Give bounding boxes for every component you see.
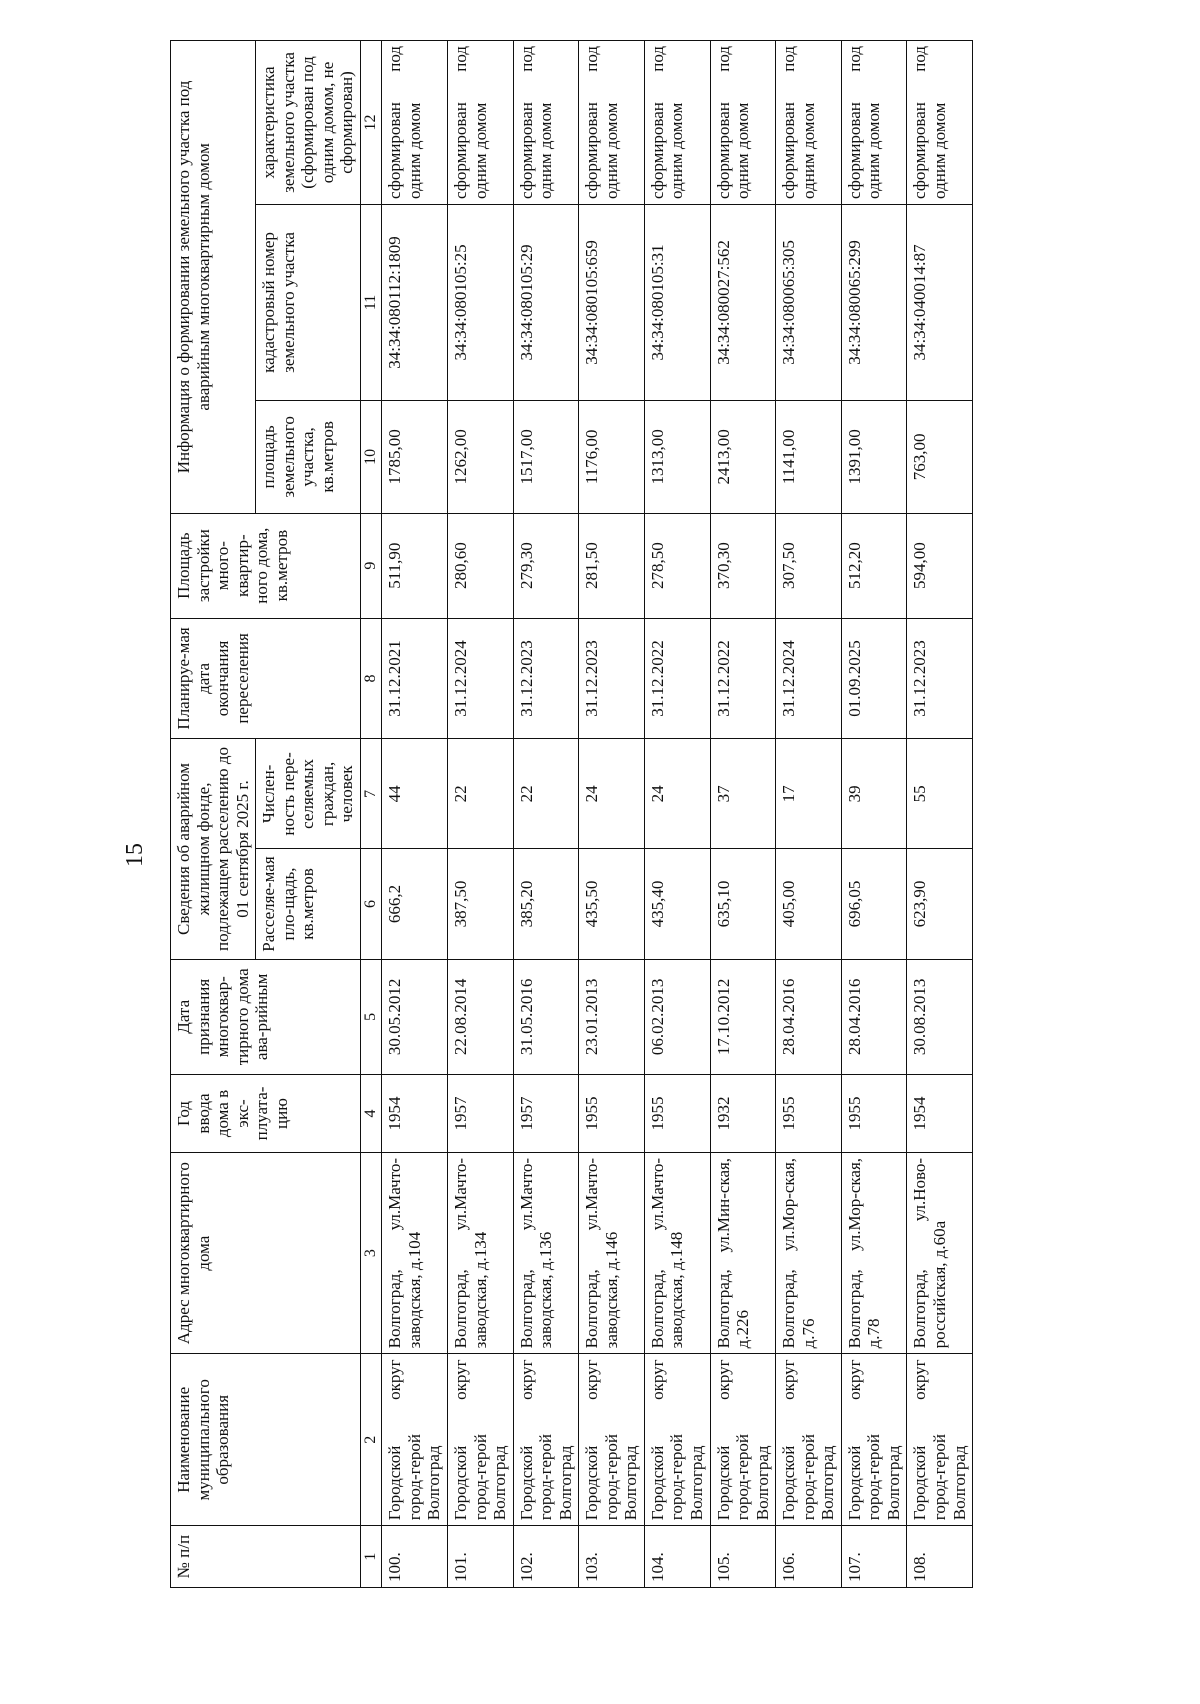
building-area-cell: 594,00 xyxy=(907,513,973,618)
resettled-area-cell: 666,2 xyxy=(382,849,448,959)
header-municipality: Наименование муниципального образования xyxy=(171,1354,361,1526)
resettled-people-cell: 24 xyxy=(579,739,645,849)
resettled-people-cell: 17 xyxy=(776,739,842,849)
cadastral-number-cell: 34:34:040014:87 xyxy=(907,204,973,400)
resettled-people-cell: 44 xyxy=(382,739,448,849)
header-planned-date: Планируе-мая дата окончания переселения xyxy=(171,618,361,739)
building-area-cell: 280,60 xyxy=(447,513,513,618)
cadastral-number-cell: 34:34:080105:31 xyxy=(644,204,710,400)
cadastral-number-cell: 34:34:080112:1809 xyxy=(382,204,448,400)
row-number: 104. xyxy=(644,1526,710,1588)
cadastral-number-cell: 34:34:080105:25 xyxy=(447,204,513,400)
address-cell: Волгоград, ул.Ново-российская, д.60а xyxy=(907,1152,973,1353)
recognition-date-cell: 06.02.2013 xyxy=(644,959,710,1074)
municipality-cell: Городской округ город-герой Волгоград xyxy=(841,1354,907,1526)
header-building-area: Площадь застройки много-квартир-ного дома, кв.метров xyxy=(171,513,361,618)
table-row xyxy=(776,41,842,1588)
row-number: 108. xyxy=(907,1526,973,1588)
municipality-cell: Городской округ город-герой Волгоград xyxy=(776,1354,842,1526)
emergency-housing-table xyxy=(170,40,973,1588)
municipality-cell: Городской округ город-герой Волгоград xyxy=(382,1354,448,1526)
cadastral-number-cell: 34:34:080105:29 xyxy=(513,204,579,400)
table-row xyxy=(447,41,513,1588)
year-cell: 1955 xyxy=(644,1075,710,1153)
row-number: 106. xyxy=(776,1526,842,1588)
land-characteristic-cell: сформирован под одним домом xyxy=(382,41,448,205)
column-number: 11 xyxy=(360,204,381,400)
column-number: 8 xyxy=(360,618,381,739)
land-area-cell: 1313,00 xyxy=(644,400,710,513)
land-characteristic-cell: сформирован под одним домом xyxy=(907,41,973,205)
header-recognition-date: Дата признания многоквар-тирного дома ава-рийным xyxy=(171,959,361,1074)
land-area-cell: 1176,00 xyxy=(579,400,645,513)
address-cell: Волгоград, ул.Мор-ская, д.78 xyxy=(841,1152,907,1353)
planned-date-cell: 31.12.2023 xyxy=(579,618,645,739)
column-number: 4 xyxy=(360,1075,381,1153)
resettled-people-cell: 55 xyxy=(907,739,973,849)
cadastral-number-cell: 34:34:080105:659 xyxy=(579,204,645,400)
land-area-cell: 763,00 xyxy=(907,400,973,513)
table-row xyxy=(710,41,776,1588)
land-area-cell: 1785,00 xyxy=(382,400,448,513)
municipality-cell: Городской округ город-герой Волгоград xyxy=(579,1354,645,1526)
table-body xyxy=(382,41,973,1588)
year-cell: 1955 xyxy=(841,1075,907,1153)
year-cell: 1955 xyxy=(776,1075,842,1153)
resettled-area-cell: 385,20 xyxy=(513,849,579,959)
header-resettled-people: Числен-ность пере-селяемых граждан, человек xyxy=(256,739,361,849)
column-number: 2 xyxy=(360,1354,381,1526)
column-number: 7 xyxy=(360,739,381,849)
land-characteristic-cell: сформирован под одним домом xyxy=(513,41,579,205)
recognition-date-cell: 23.01.2013 xyxy=(579,959,645,1074)
building-area-cell: 511,90 xyxy=(382,513,448,618)
resettled-area-cell: 435,50 xyxy=(579,849,645,959)
row-number: 101. xyxy=(447,1526,513,1588)
table-row xyxy=(579,41,645,1588)
land-area-cell: 1262,00 xyxy=(447,400,513,513)
municipality-cell: Городской округ город-герой Волгоград xyxy=(447,1354,513,1526)
header-number: № п/п xyxy=(171,1526,361,1588)
planned-date-cell: 31.12.2024 xyxy=(447,618,513,739)
recognition-date-cell: 30.05.2012 xyxy=(382,959,448,1074)
header-cadastral-number: кадастровый номер земельного участка xyxy=(256,204,361,400)
land-characteristic-cell: сформирован под одним домом xyxy=(579,41,645,205)
address-cell: Волгоград, ул.Мачто-заводская, д.146 xyxy=(579,1152,645,1353)
land-characteristic-cell: сформирован под одним домом xyxy=(841,41,907,205)
page-number: 15 xyxy=(122,843,148,867)
land-area-cell: 1517,00 xyxy=(513,400,579,513)
address-cell: Волгоград, ул.Мачто-заводская, д.134 xyxy=(447,1152,513,1353)
building-area-cell: 279,30 xyxy=(513,513,579,618)
column-numbers-row xyxy=(360,41,381,1588)
planned-date-cell: 01.09.2025 xyxy=(841,618,907,739)
table-row xyxy=(382,41,448,1588)
land-characteristic-cell: сформирован под одним домом xyxy=(776,41,842,205)
building-area-cell: 512,20 xyxy=(841,513,907,618)
resettled-area-cell: 635,10 xyxy=(710,849,776,959)
resettled-people-cell: 37 xyxy=(710,739,776,849)
land-characteristic-cell: сформирован под одним домом xyxy=(447,41,513,205)
row-number: 105. xyxy=(710,1526,776,1588)
building-area-cell: 278,50 xyxy=(644,513,710,618)
year-cell: 1957 xyxy=(513,1075,579,1153)
column-number: 5 xyxy=(360,959,381,1074)
address-cell: Волгоград, ул.Мачто-заводская, д.148 xyxy=(644,1152,710,1353)
rotated-table-sheet xyxy=(170,40,1035,1588)
planned-date-cell: 31.12.2022 xyxy=(644,618,710,739)
address-cell: Волгоград, ул.Мачто-заводская, д.104 xyxy=(382,1152,448,1353)
land-characteristic-cell: сформирован под одним домом xyxy=(710,41,776,205)
planned-date-cell: 31.12.2022 xyxy=(710,618,776,739)
municipality-cell: Городской округ город-герой Волгоград xyxy=(710,1354,776,1526)
land-area-cell: 1141,00 xyxy=(776,400,842,513)
table-row xyxy=(644,41,710,1588)
resettled-people-cell: 24 xyxy=(644,739,710,849)
header-resettled-area: Расселяе-мая пло-щадь, кв.метров xyxy=(256,849,361,959)
address-cell: Волгоград, ул.Мин-ская, д.226 xyxy=(710,1152,776,1353)
year-cell: 1955 xyxy=(579,1075,645,1153)
recognition-date-cell: 30.08.2013 xyxy=(907,959,973,1074)
column-number: 9 xyxy=(360,513,381,618)
header-year: Год ввода дома в экс-плуата-цию xyxy=(171,1075,361,1153)
resettled-area-cell: 405,00 xyxy=(776,849,842,959)
municipality-cell: Городской округ город-герой Волгоград xyxy=(644,1354,710,1526)
year-cell: 1932 xyxy=(710,1075,776,1153)
row-number: 107. xyxy=(841,1526,907,1588)
header-address: Адрес многоквартирного дома xyxy=(171,1152,361,1353)
planned-date-cell: 31.12.2021 xyxy=(382,618,448,739)
resettled-people-cell: 39 xyxy=(841,739,907,849)
resettled-people-cell: 22 xyxy=(447,739,513,849)
column-number: 3 xyxy=(360,1152,381,1353)
column-number: 10 xyxy=(360,400,381,513)
header-emergency-fund-group: Сведения об аварийном жилищном фонде, подлежащем расселению до 01 сентября 2025 г. xyxy=(171,739,256,959)
municipality-cell: Городской округ город-герой Волгоград xyxy=(513,1354,579,1526)
building-area-cell: 281,50 xyxy=(579,513,645,618)
municipality-cell: Городской округ город-герой Волгоград xyxy=(907,1354,973,1526)
column-number: 1 xyxy=(360,1526,381,1588)
table-row xyxy=(907,41,973,1588)
recognition-date-cell: 28.04.2016 xyxy=(841,959,907,1074)
land-area-cell: 1391,00 xyxy=(841,400,907,513)
column-number: 6 xyxy=(360,849,381,959)
year-cell: 1954 xyxy=(382,1075,448,1153)
resettled-area-cell: 696,05 xyxy=(841,849,907,959)
header-land-characteristic: характеристика земельного участка (сформирован под одним домом, не сформирован) xyxy=(256,41,361,205)
row-number: 102. xyxy=(513,1526,579,1588)
address-cell: Волгоград, ул.Мор-ская, д.76 xyxy=(776,1152,842,1353)
cadastral-number-cell: 34:34:080027:562 xyxy=(710,204,776,400)
recognition-date-cell: 31.05.2016 xyxy=(513,959,579,1074)
row-number: 100. xyxy=(382,1526,448,1588)
resettled-area-cell: 435,40 xyxy=(644,849,710,959)
cadastral-number-cell: 34:34:080065:299 xyxy=(841,204,907,400)
resettled-people-cell: 22 xyxy=(513,739,579,849)
column-number: 12 xyxy=(360,41,381,205)
recognition-date-cell: 28.04.2016 xyxy=(776,959,842,1074)
header-land-plot-group: Информация о формировании земельного участка под аварийным многоквартирным домом xyxy=(171,41,256,514)
planned-date-cell: 31.12.2024 xyxy=(776,618,842,739)
header-row-1 xyxy=(171,41,256,1588)
recognition-date-cell: 22.08.2014 xyxy=(447,959,513,1074)
cadastral-number-cell: 34:34:080065:305 xyxy=(776,204,842,400)
row-number: 103. xyxy=(579,1526,645,1588)
recognition-date-cell: 17.10.2012 xyxy=(710,959,776,1074)
building-area-cell: 307,50 xyxy=(776,513,842,618)
address-cell: Волгоград, ул.Мачто-заводская, д.136 xyxy=(513,1152,579,1353)
year-cell: 1954 xyxy=(907,1075,973,1153)
year-cell: 1957 xyxy=(447,1075,513,1153)
table-row xyxy=(841,41,907,1588)
land-characteristic-cell: сформирован под одним домом xyxy=(644,41,710,205)
table-row xyxy=(513,41,579,1588)
resettled-area-cell: 387,50 xyxy=(447,849,513,959)
planned-date-cell: 31.12.2023 xyxy=(513,618,579,739)
land-area-cell: 2413,00 xyxy=(710,400,776,513)
planned-date-cell: 31.12.2023 xyxy=(907,618,973,739)
resettled-area-cell: 623,90 xyxy=(907,849,973,959)
building-area-cell: 370,30 xyxy=(710,513,776,618)
header-land-area: площадь земельного участка, кв.метров xyxy=(256,400,361,513)
